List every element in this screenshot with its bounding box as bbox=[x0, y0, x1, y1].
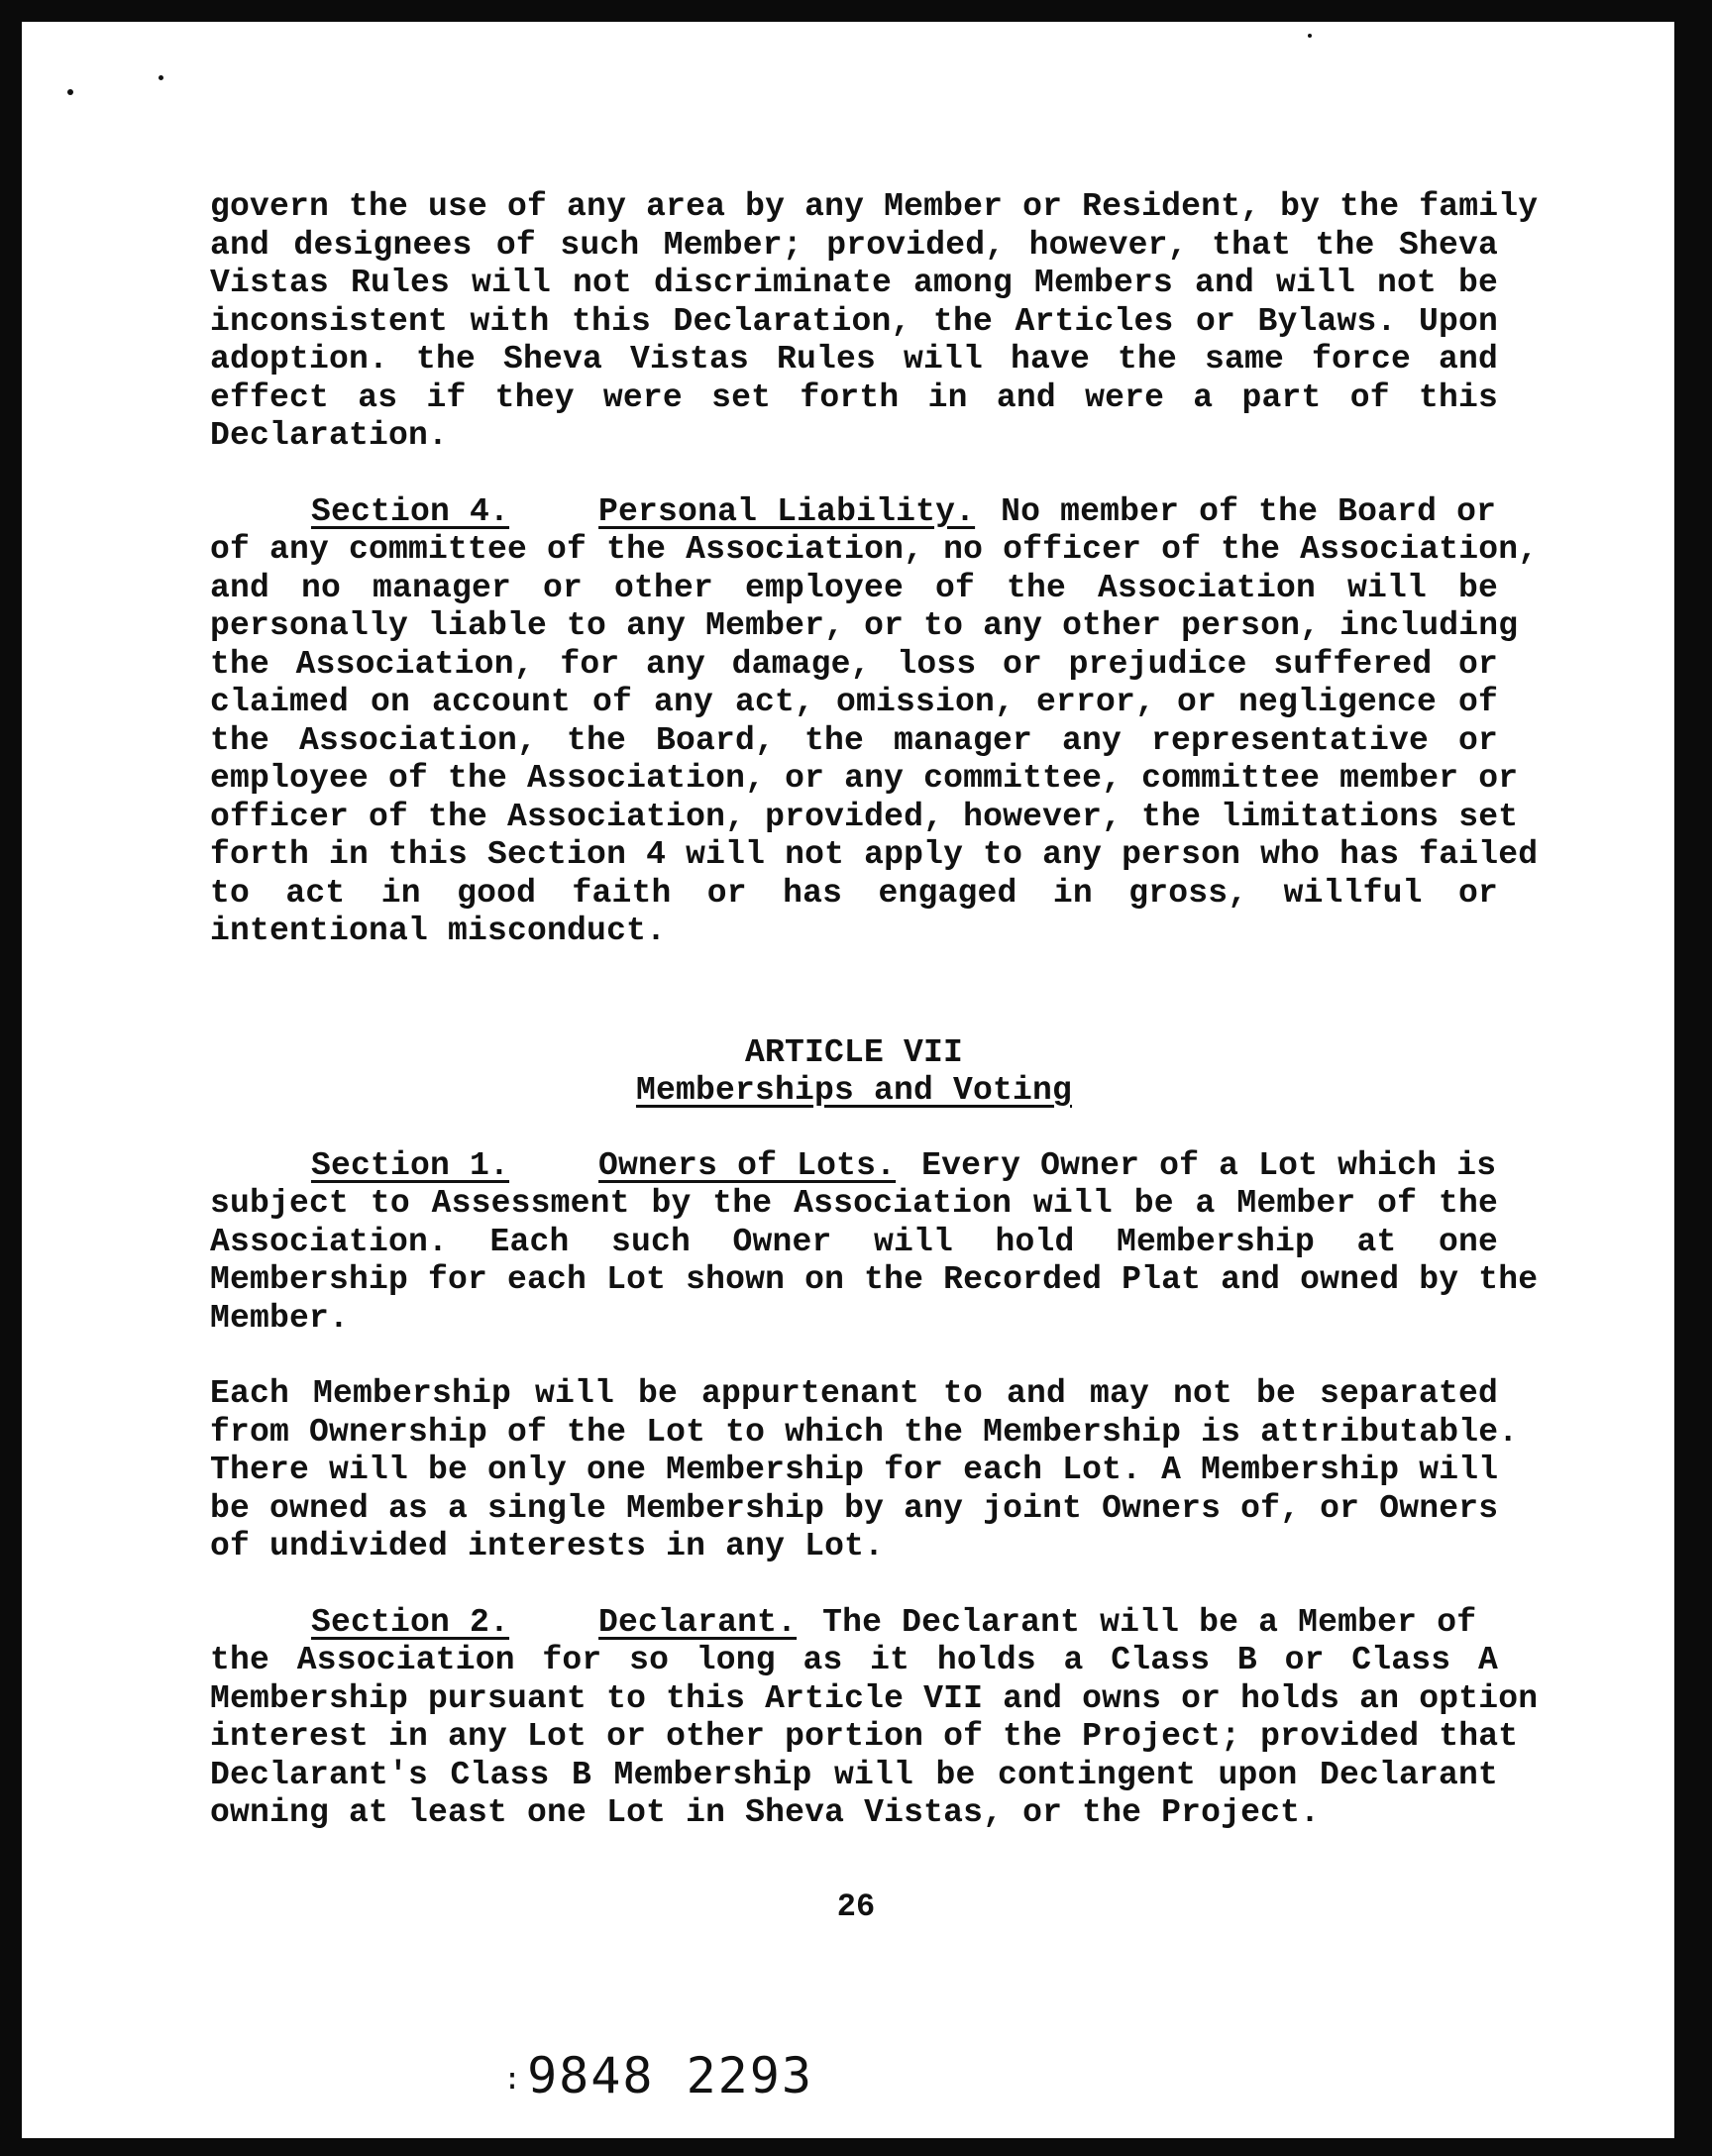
text-line: govern the use of any area by any Member or Resident, by the family bbox=[210, 188, 1539, 225]
stamp-tick-mark: : bbox=[503, 2062, 524, 2097]
text-line: Association. Each such Owner will hold Membership at one bbox=[210, 1223, 1498, 1260]
section-4-paragraph bbox=[210, 492, 1539, 951]
section-2-label: Section 2. bbox=[311, 1603, 510, 1641]
text-line: officer of the Association, provided, however, the limitations set bbox=[210, 798, 1519, 835]
text-line: owning at least one Lot in Sheva Vistas, or the Project. bbox=[210, 1794, 1321, 1831]
text-line: subject to Assessment by the Association will be a Member of the bbox=[210, 1185, 1498, 1222]
scan-speck bbox=[159, 75, 163, 80]
text-line: employee of the Association, or any committee, committee member or bbox=[210, 760, 1519, 797]
text-line: from Ownership of the Lot to which the Membership is attributable. bbox=[210, 1413, 1519, 1451]
text-line: adoption. the Sheva Vistas Rules will have the same force and bbox=[210, 341, 1498, 377]
scan-speck bbox=[1308, 34, 1312, 38]
document-body bbox=[210, 188, 1539, 1833]
text-line: Membership for each Lot shown on the Recorded Plat and owned by the bbox=[210, 1261, 1539, 1298]
text-line: and designees of such Member; provided, however, that the Sheva bbox=[210, 226, 1498, 264]
text-line: the Association, the Board, the manager any representative or bbox=[210, 721, 1498, 759]
text-line: There will be only one Membership for each Lot. A Membership will bbox=[210, 1452, 1499, 1488]
document-stamp-text: 9848 2293 bbox=[527, 2047, 813, 2104]
section-1-title: Owners of Lots. bbox=[598, 1146, 897, 1184]
text-line: interest in any Lot or other portion of the Project; provided that bbox=[210, 1718, 1519, 1755]
page-number: 26 bbox=[836, 1888, 876, 1925]
document-stamp-number bbox=[503, 2047, 813, 2104]
section-4-title: Personal Liability. bbox=[598, 492, 976, 530]
text-line: Membership pursuant to this Article VII and owns or holds an option bbox=[210, 1679, 1539, 1717]
text-line: Declarant's Class B Membership will be contingent upon Declarant bbox=[210, 1756, 1498, 1793]
intro-paragraph bbox=[210, 188, 1539, 456]
membership-paragraph bbox=[210, 1375, 1519, 1566]
text-line: Declaration. bbox=[210, 417, 449, 454]
scan-speck bbox=[67, 89, 73, 95]
text-line: Vistas Rules will not discriminate among Members and will not be bbox=[210, 265, 1498, 301]
section-2-title: Declarant. bbox=[598, 1603, 798, 1641]
section-1-paragraph bbox=[210, 1146, 1539, 1339]
text-line: the Association for so long as it holds a Class B or Class A bbox=[210, 1642, 1498, 1678]
text-line: intentional misconduct. bbox=[210, 913, 667, 949]
section-4-label: Section 4. bbox=[311, 492, 510, 530]
text-line: personally liable to any Member, or to any other person, including bbox=[210, 607, 1519, 644]
text-line: Every Owner of a Lot which is bbox=[921, 1146, 1497, 1184]
text-line: Each Membership will be appurtenant to and may not be separated bbox=[210, 1375, 1498, 1412]
section-1-label: Section 1. bbox=[311, 1146, 510, 1184]
text-line: and no manager or other employee of the Association will be bbox=[210, 569, 1498, 606]
text-line: to act in good faith or has engaged in gross, willful or bbox=[210, 874, 1498, 912]
section-1-first-line bbox=[210, 1147, 1498, 1186]
text-line: inconsistent with this Declaration, the Articles or Bylaws. Upon bbox=[210, 302, 1498, 340]
section-2-first-line bbox=[210, 1604, 1498, 1643]
text-line: The Declarant will be a Member of bbox=[822, 1603, 1477, 1641]
text-line: of any committee of the Association, no officer of the Association, bbox=[210, 531, 1539, 568]
article-number: ARTICLE VII bbox=[744, 1033, 964, 1071]
section-2-paragraph bbox=[210, 1603, 1539, 1833]
text-line: No member of the Board or bbox=[1001, 492, 1497, 530]
text-line: claimed on account of any act, omission, error, or negligence of bbox=[210, 684, 1498, 720]
text-line: be owned as a single Membership by any joint Owners of, or Owners bbox=[210, 1489, 1499, 1527]
text-line: of undivided interests in any Lot. bbox=[210, 1528, 885, 1564]
article-title-text: Memberships and Voting bbox=[635, 1071, 1073, 1109]
text-line: the Association, for any damage, loss or prejudice suffered or bbox=[210, 645, 1498, 683]
section-4-first-line bbox=[210, 493, 1498, 532]
text-line: effect as if they were set forth in and were a part of this bbox=[210, 378, 1498, 416]
article-title bbox=[210, 1072, 1498, 1110]
text-line: forth in this Section 4 will not apply to any person who has failed bbox=[210, 836, 1539, 873]
text-line: Member. bbox=[210, 1299, 350, 1337]
